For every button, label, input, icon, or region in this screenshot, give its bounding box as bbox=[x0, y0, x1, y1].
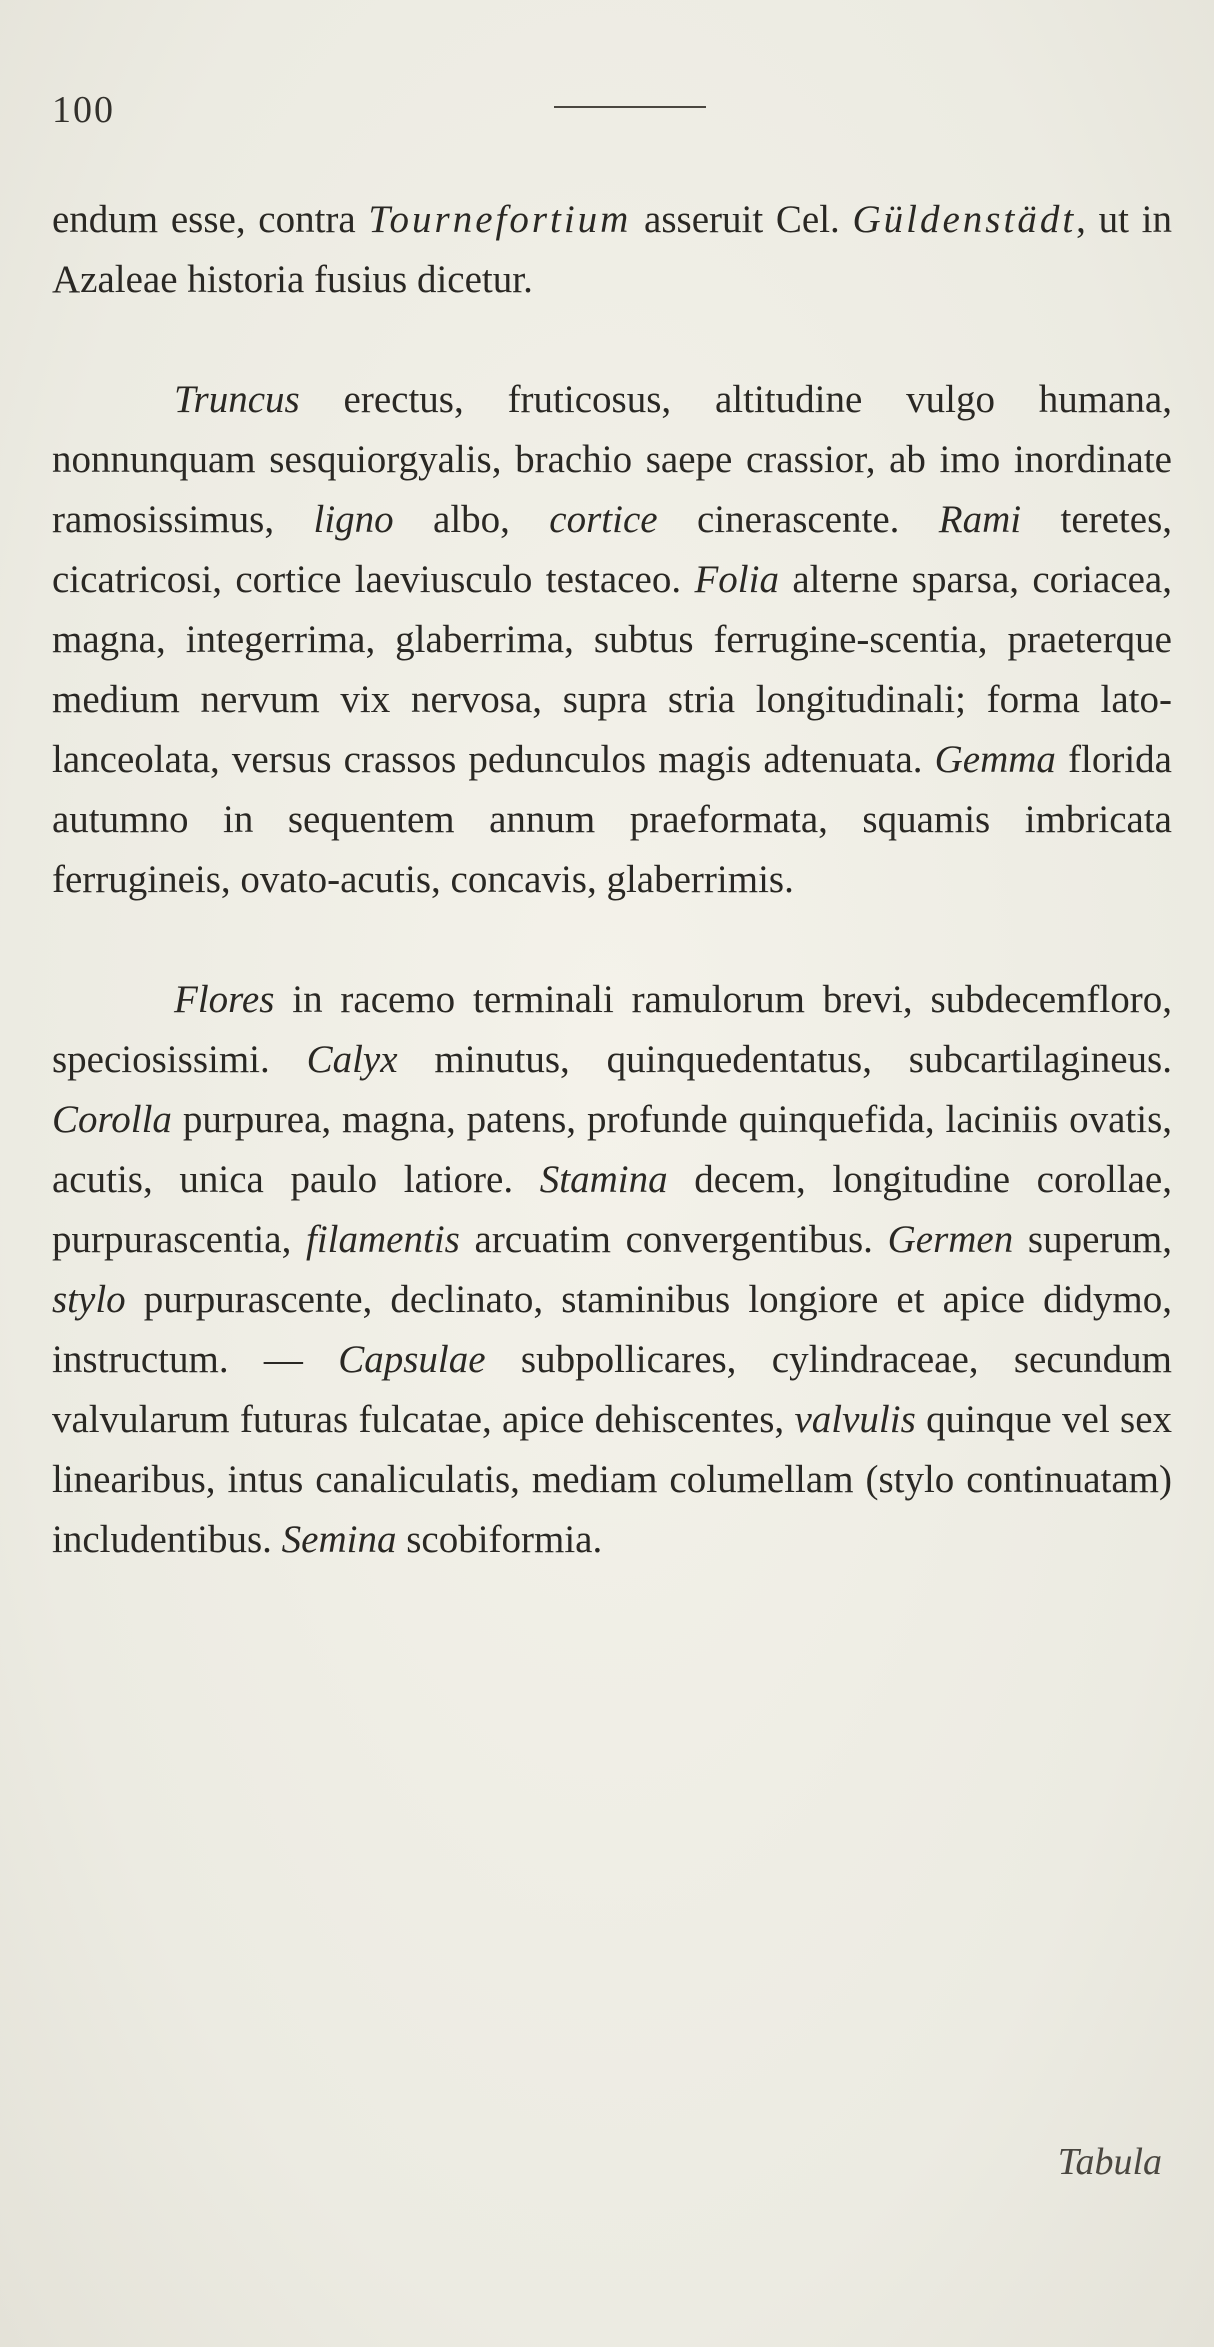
text-run: in racemo terminali ramulorum brevi, subdecemfloro, speciosissimi. bbox=[52, 978, 1172, 1081]
paragraph-flores bbox=[52, 970, 1172, 1570]
body-text bbox=[52, 190, 1172, 1570]
text-run: superum, bbox=[1013, 1218, 1172, 1261]
text-run: florida autumno in sequentem annum praeformata, squamis imbricata ferrugineis, ovato-acutis, concavis, glaberrimis. bbox=[52, 738, 1172, 901]
italic-term: Germen bbox=[887, 1218, 1014, 1261]
text-run: minutus, quinquedentatus, subcartilagineus. bbox=[397, 1038, 1172, 1081]
text-run: scobiformia. bbox=[396, 1518, 603, 1561]
italic-term: Stamina bbox=[539, 1158, 668, 1201]
running-header bbox=[52, 88, 1162, 138]
text-run: asseruit Cel. bbox=[631, 198, 853, 241]
text-run: erectus, fruticosus, altitudine vulgo humana, nonnunquam sesquiorgyalis, brachio saepe crassior, ab imo inordinate ramosissimus, bbox=[52, 378, 1172, 541]
text-run: , ut in Azaleae historia fusius dicetur. bbox=[52, 198, 1172, 301]
italic-term: Capsulae bbox=[338, 1338, 486, 1381]
page-number: 100 bbox=[52, 89, 115, 131]
text-run: subpollicares, cylindraceae, secundum valvularum futuras fulcatae, apice dehiscentes, bbox=[52, 1338, 1172, 1441]
text-run: quinque vel sex linearibus, intus canaliculatis, mediam columellam (stylo continuatam) includentibus. bbox=[52, 1398, 1173, 1561]
italic-term: stylo bbox=[52, 1278, 126, 1321]
italic-term: Semina bbox=[281, 1518, 397, 1561]
italic-term: Güldenstädt bbox=[852, 198, 1077, 241]
italic-term: Gemma bbox=[934, 738, 1056, 781]
text-run: endum esse, contra bbox=[52, 198, 369, 241]
italic-term: cortice bbox=[549, 498, 658, 541]
text-run: albo, bbox=[393, 498, 550, 541]
paragraph-continuation bbox=[52, 190, 1172, 310]
header-rule bbox=[554, 106, 706, 108]
italic-term: Tournefortium bbox=[368, 198, 632, 241]
text-run: arcuatim convergentibus. bbox=[459, 1218, 888, 1261]
paragraph-truncus bbox=[52, 370, 1172, 910]
italic-term: Corolla bbox=[52, 1098, 172, 1141]
italic-term: Folia bbox=[694, 558, 779, 601]
italic-term: Calyx bbox=[306, 1038, 398, 1081]
text-run: purpurascente, declinato, staminibus longiore et apice didymo, instructum. — bbox=[52, 1278, 1172, 1381]
text-run: teretes, cicatricosi, cortice laeviusculo testaceo. bbox=[52, 498, 1172, 601]
text-run: cinerascente. bbox=[657, 498, 939, 541]
italic-term: filamentis bbox=[306, 1218, 460, 1261]
italic-term: ligno bbox=[313, 498, 394, 541]
text-run: alterne sparsa, coriacea, magna, integerrima, glaberrima, subtus ferrugine-scentia, praeterque medium nervum vix nervosa, supra stria longitudinali; forma lato-lanceolata, versus crassos pedunculos magis adtenuata. bbox=[52, 558, 1172, 781]
catchword: Tabula bbox=[1057, 2141, 1162, 2183]
italic-term: Rami bbox=[938, 498, 1022, 541]
italic-term: valvulis bbox=[794, 1398, 916, 1441]
text-run: purpurea, magna, patens, profunde quinquefida, laciniis ovatis, acutis, unica paulo latiore. bbox=[52, 1098, 1172, 1201]
italic-term: Truncus bbox=[174, 378, 300, 421]
text-run: decem, longitudine corollae, purpurascentia, bbox=[52, 1158, 1172, 1261]
italic-term: Flores bbox=[174, 978, 275, 1021]
